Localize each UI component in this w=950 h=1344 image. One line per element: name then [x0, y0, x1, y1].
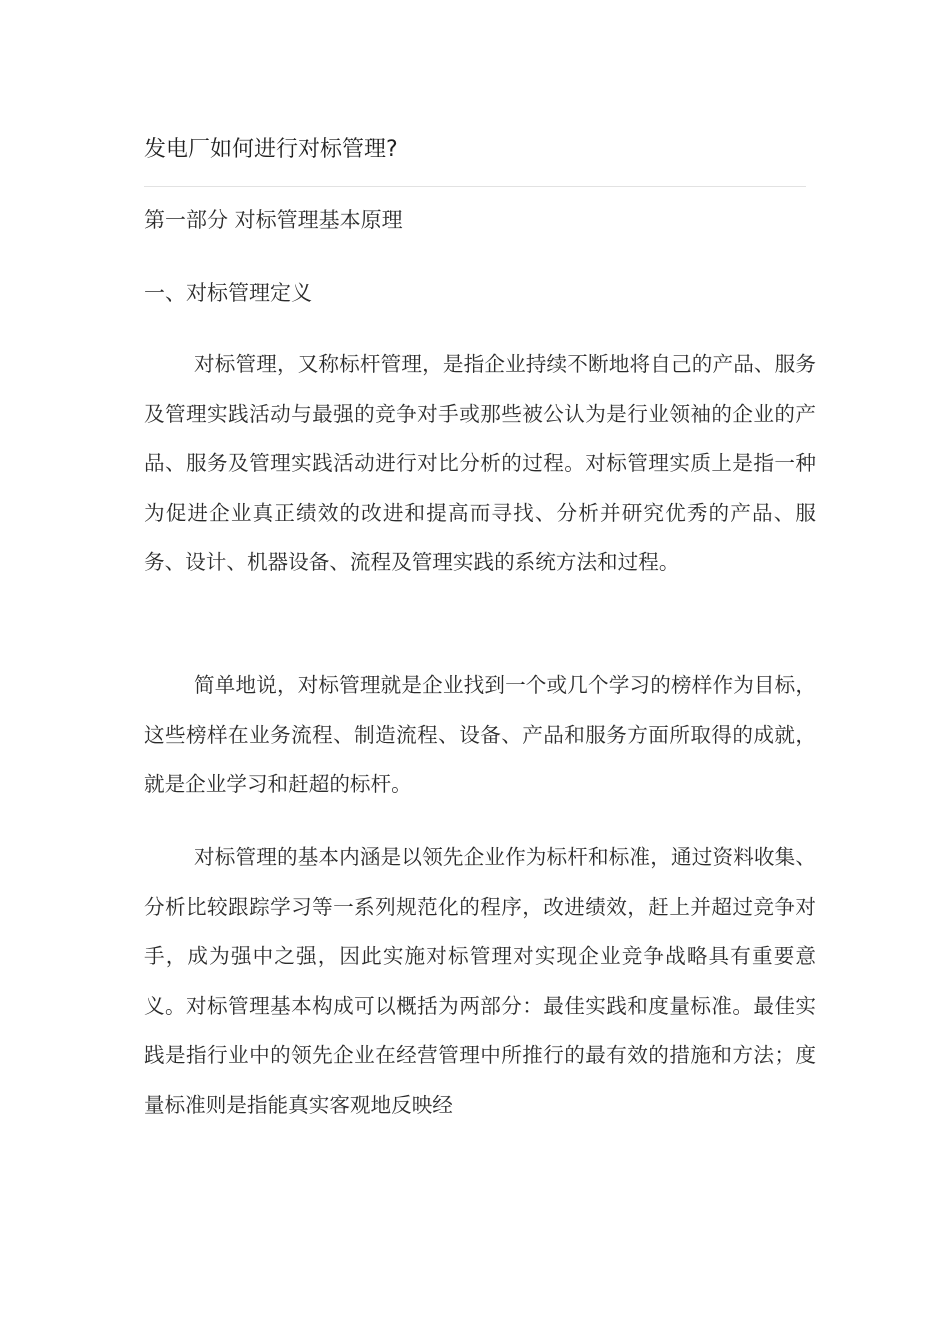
part-heading: 第一部分 对标管理基本原理: [144, 208, 403, 232]
title-divider: [144, 186, 806, 187]
section-heading: 一、对标管理定义: [144, 281, 312, 305]
document-title: 发电厂如何进行对标管理?: [144, 137, 398, 162]
paragraph-definition: 对标管理，又称标杆管理，是指企业持续不断地将自己的产品、服务及管理实践活动与最强的竞争对手或那些被公认为是行业领袖的企业的产品、服务及管理实践活动进行对比分析的过程。对标管理实质上是指一种为促进企业真正绩效的改进和提高而寻找、分析并研究优秀的产品、服务、设计、机器设备、流程及管理实践的系统方法和过程。: [144, 352, 816, 575]
paragraph-simple-explanation: 简单地说，对标管理就是企业找到一个或几个学习的榜样作为目标，这些榜样在业务流程、制造流程、设备、产品和服务方面所取得的成就，就是企业学习和赶超的标杆。: [144, 673, 816, 797]
paragraph-basic-connotation: 对标管理的基本内涵是以领先企业作为标杆和标准，通过资料收集、分析比较跟踪学习等一系列规范化的程序，改进绩效，赶上并超过竞争对手，成为强中之强，因此实施对标管理对实现企业竞争战略具有重要意义。对标管理基本构成可以概括为两部分：最佳实践和度量标准。最佳实践是指行业中的领先企业在经营管理中所推行的最有效的措施和方法；度量标准则是指能真实客观地反映经: [144, 845, 816, 1117]
